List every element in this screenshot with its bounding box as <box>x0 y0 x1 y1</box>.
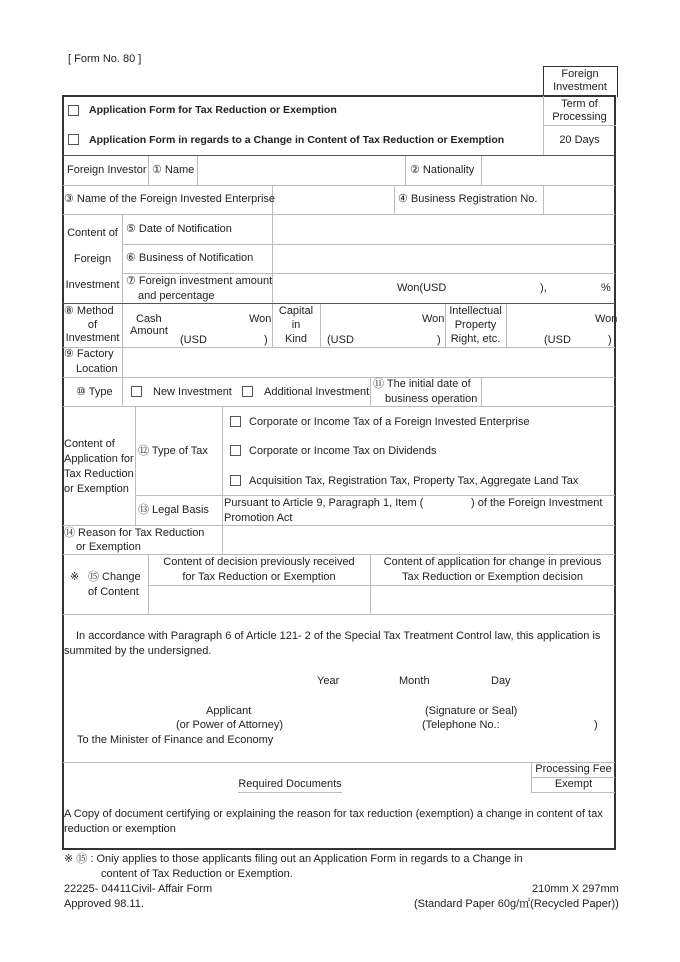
method-line1: ⑧ Method <box>64 305 114 317</box>
name-field[interactable] <box>199 157 403 184</box>
applicant-label: Applicant <box>206 705 252 717</box>
category-line2: Investment <box>553 81 607 93</box>
form-number: [ Form No. 80 ] <box>68 53 142 65</box>
ip-line2: Property <box>454 319 497 331</box>
cash-usd: (USD <box>180 334 207 346</box>
amount-label-line2: and percentage <box>138 290 215 302</box>
application-line2: Application for <box>64 453 134 465</box>
factory-line1: ⑨ Factory <box>64 348 114 360</box>
declaration-line2: summited by the undersigned. <box>64 645 212 657</box>
term-value: 20 Days <box>559 134 600 146</box>
cash-amount-field[interactable] <box>124 305 270 346</box>
tax-type-3-checkbox[interactable] <box>230 475 241 486</box>
telephone-label: (Telephone No.: <box>422 719 500 731</box>
application-line4: or Exemption <box>64 483 129 495</box>
initial-date-line1: ⑪ The initial date of <box>373 378 471 390</box>
amount-percent: % <box>601 282 611 294</box>
change-application-field[interactable] <box>372 587 614 613</box>
legal-text-line2: Promotion Act <box>224 512 293 524</box>
additional-investment-checkbox[interactable] <box>242 386 253 397</box>
telephone-close: ) <box>594 719 598 731</box>
capital-line1: Capital <box>278 305 314 317</box>
ip-won: Won <box>595 313 618 325</box>
form-code: 22225- 04411Civil- Affair Form <box>64 883 213 895</box>
change-line2: of Content <box>88 586 139 598</box>
date-year: Year <box>317 675 340 687</box>
option-tax-reduction-label: Application Form for Tax Reduction or Exemption <box>89 104 337 116</box>
new-investment-checkbox[interactable] <box>131 386 142 397</box>
business-notification-field[interactable] <box>274 245 614 272</box>
processing-fee-label: Processing Fee <box>535 763 612 775</box>
required-documents-title: Required Documents <box>238 778 342 790</box>
tax-type-2-label: Corporate or Income Tax on Dividends <box>249 445 437 457</box>
date-month: Month <box>399 675 430 687</box>
paper-size: 210mm X 297mm <box>532 883 619 895</box>
capital-in-kind-field[interactable] <box>322 305 443 346</box>
business-reg-field[interactable] <box>545 187 613 213</box>
option-change-content-label: Application Form in regards to a Change in Content of Tax Reduction or Exemption <box>89 134 505 146</box>
factory-line2: Location <box>76 363 118 375</box>
legal-text-line1b: ) of the Foreign Investment <box>471 497 603 509</box>
capital-won: Won <box>422 313 445 325</box>
date-notification-field[interactable] <box>274 216 614 243</box>
term-label-line2: Processing <box>552 111 607 123</box>
documents-line2: reduction or exemption <box>64 823 176 835</box>
reason-field[interactable] <box>224 527 614 553</box>
change-col2-line1: Content of application for change in previous <box>383 556 602 568</box>
application-line1: Content of <box>64 438 115 450</box>
cash-line2: Amount <box>130 325 168 337</box>
type-of-tax-label: ⑫ Type of Tax <box>138 445 208 457</box>
change-col2-line2: Tax Reduction or Exemption decision <box>402 571 583 583</box>
amount-field[interactable] <box>440 276 535 300</box>
change-col1-line2: for Tax Reduction or Exemption <box>182 571 336 583</box>
amount-won-usd: Won(USD <box>397 282 447 294</box>
legal-item-field[interactable] <box>416 497 468 511</box>
ip-line1: Intellectual <box>449 305 502 317</box>
foreign-investor-label: Foreign Investor <box>67 164 147 176</box>
application-line3: Tax Reduction <box>64 468 134 480</box>
new-investment-label: New Investment <box>153 386 232 398</box>
method-line2: of <box>87 319 98 331</box>
ip-close: ) <box>608 334 612 346</box>
paper-type: (Standard Paper 60g/㎡(Recycled Paper)) <box>414 898 619 910</box>
factory-location-field[interactable] <box>124 348 614 376</box>
declaration-line1: In accordance with Paragraph 6 of Article 121- 2 of the Special Tax Treatment Control law, this application is <box>76 630 601 642</box>
addressee: To the Minister of Finance and Economy <box>77 734 274 746</box>
cash-line1: Cash <box>136 313 162 325</box>
attorney-label: (or Power of Attorney) <box>176 719 283 731</box>
documents-line1: A Copy of document certifying or explaining the reason for tax reduction (exemption) a change in content of tax <box>64 808 603 820</box>
name-label: ① Name <box>152 164 195 176</box>
footnote-line1: ※ ⑮ : Oniy applies to those applicants filing out an Application Form in regards to a Change in <box>64 853 523 865</box>
tax-type-3-label: Acquisition Tax, Registration Tax, Property Tax, Aggregate Land Tax <box>249 475 579 487</box>
initial-date-field[interactable] <box>483 379 614 405</box>
additional-investment-label: Additional Investment <box>264 386 370 398</box>
enterprise-name-field[interactable] <box>274 187 392 213</box>
term-label-line1: Term of <box>561 98 598 110</box>
tax-type-1-label: Corporate or Income Tax of a Foreign Invested Enterprise <box>249 416 530 428</box>
cash-close: ) <box>264 334 268 346</box>
date-notification-label: ⑤ Date of Notification <box>126 223 232 235</box>
change-line1: ⑮ Change <box>88 571 141 583</box>
amount-label-line1: ⑦ Foreign investment amount <box>126 275 273 287</box>
change-col1-line1: Content of decision previously received <box>163 556 355 568</box>
tax-type-1-checkbox[interactable] <box>230 416 241 427</box>
method-line3: Investment <box>65 332 120 344</box>
footnote-line2: content of Tax Reduction or Exemption. <box>101 868 293 880</box>
content-investment-line1: Content of <box>67 227 118 239</box>
capital-close: ) <box>437 334 441 346</box>
legal-basis-label: ⑬ Legal Basis <box>138 504 209 516</box>
telephone-field[interactable] <box>500 718 590 733</box>
content-investment-line2: Foreign <box>73 253 112 265</box>
legal-text-line1: Pursuant to Article 9, Paragraph 1, Item ( <box>224 497 424 509</box>
previous-decision-field[interactable] <box>150 587 368 613</box>
ip-right-field[interactable] <box>508 305 614 346</box>
ip-line3: Right, etc. <box>450 333 501 345</box>
nationality-field[interactable] <box>483 157 613 184</box>
business-reg-label: ④ Business Registration No. <box>398 193 538 205</box>
processing-fee-value: Exempt <box>554 778 593 790</box>
signature-label: (Signature or Seal) <box>425 705 518 717</box>
cash-won: Won <box>249 313 272 325</box>
date-day: Day <box>491 675 511 687</box>
type-label: ⑩ Type <box>76 386 113 398</box>
tax-type-2-checkbox[interactable] <box>230 445 241 456</box>
capital-usd: (USD <box>327 334 354 346</box>
enterprise-name-label: ③ Name of the Foreign Invested Enterprise <box>64 193 276 205</box>
initial-date-line2: business operation <box>385 393 478 405</box>
content-investment-line3: Investment <box>65 279 120 291</box>
option-change-content-checkbox[interactable] <box>68 134 79 145</box>
reason-line1: ⑭ Reason for Tax Reduction <box>64 527 205 539</box>
approved-date: Approved 98.11. <box>64 898 144 910</box>
business-notification-label: ⑥ Business of Notification <box>126 252 254 264</box>
option-tax-reduction-checkbox[interactable] <box>68 105 79 116</box>
change-mark: ※ <box>70 571 80 583</box>
nationality-label: ② Nationality <box>410 164 475 176</box>
category-line1: Foreign <box>561 68 599 80</box>
amount-close: ), <box>540 282 547 294</box>
capital-line3: Kind <box>284 333 308 345</box>
ip-usd: (USD <box>544 334 571 346</box>
reason-line2: or Exemption <box>76 541 141 553</box>
capital-line2: in <box>291 319 301 331</box>
